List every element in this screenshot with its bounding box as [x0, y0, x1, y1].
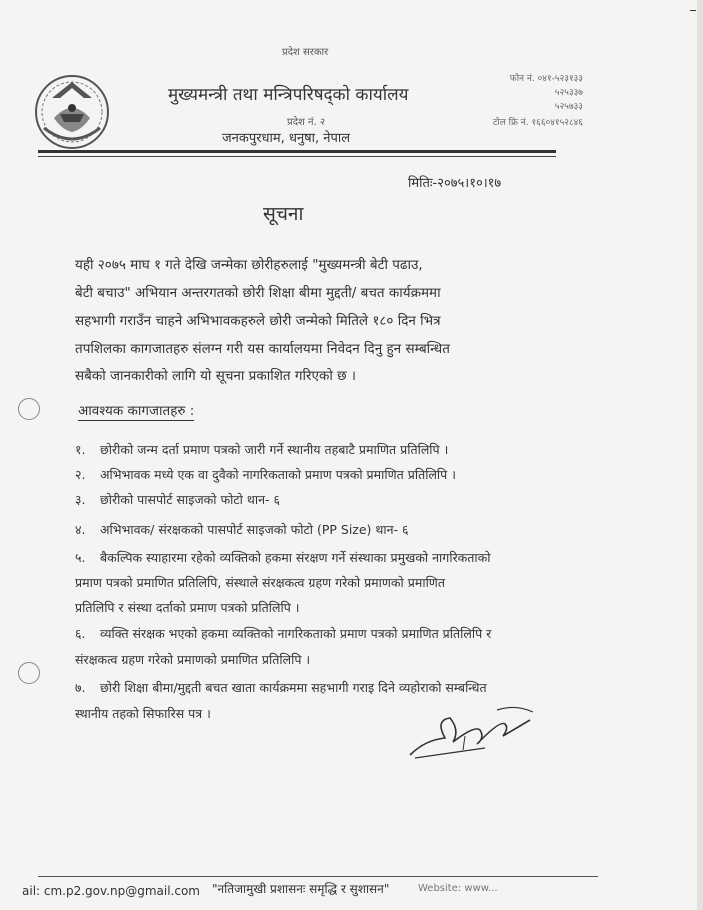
punch-hole [18, 662, 40, 684]
body-line: तपशिलका कागजातहरु संलग्न गरी यस कार्यालयमा निवेदन दिनु हुन सम्बन्धित [75, 341, 450, 357]
contact-line: ५२५३३७ [554, 88, 583, 98]
requirement-number: ७. [75, 680, 86, 695]
contact-line: टोल फ्रि नं. १६६०४१५२८४६ [492, 118, 583, 128]
requirement-text: अभिभावक मध्ये एक वा दुवैको नागरिकताको प्रमाण पत्रको प्रमाणित प्रतिलिपि । [100, 467, 456, 482]
requirement-text: बैकल्पिक स्याहारमा रहेको व्यक्तिको हकमा संरक्षण गर्ने संस्थाका प्रमुखको नागरिकताको [100, 550, 491, 565]
header-rule-thin [38, 156, 556, 157]
requirement-text: स्थानीय तहको सिफारिस पत्र । [75, 706, 211, 721]
requirement-text: संरक्षकत्व ग्रहण गरेको प्रमाणको प्रमाणित प्रतिलिपि । [75, 652, 311, 667]
scan-mark [690, 10, 696, 11]
requirement-text: प्रतिलिपि र संस्था दर्ताको प्रमाण पत्रको प्रतिलिपि । [75, 600, 300, 615]
notice-date: मितिः-२०७५।१०।१७ [408, 176, 502, 191]
signature-icon [405, 700, 540, 760]
requirement-number: २. [75, 467, 86, 482]
requirement-text: छोरीको जन्म दर्ता प्रमाण पत्रको जारी गर्ने स्थानीय तहबाटै प्रमाणित प्रतिलिपि । [100, 442, 449, 457]
requirement-text: व्यक्ति संरक्षक भएको हकमा व्यक्तिको नागरिकताको प्रमाण पत्रको प्रमाणित प्रतिलिपि र [100, 626, 492, 641]
punch-hole [18, 398, 40, 420]
body-line: बेटी बचाउ" अभियान अन्तरगतको छोरी शिक्षा बीमा मुद्दती/ बचत कार्यक्रममा [75, 285, 441, 301]
body-line: यही २०७५ माघ १ गते देखि जन्मेका छोरीहरुलाई "मुख्यमन्त्री बेटी पढाउ, [75, 257, 423, 273]
scan-edge [697, 0, 703, 910]
footer-rule [38, 876, 598, 877]
nepal-emblem-icon [30, 68, 114, 152]
contact-line: फोन नं. ०४१-५२३१३३ [509, 74, 583, 84]
footer-website: Website: www... [418, 883, 498, 894]
contact-line: ५२५७३३ [554, 102, 583, 112]
body-line: सबैको जानकारीको लागि यो सूचना प्रकाशित गरिएको छ । [75, 368, 356, 384]
footer-slogan: "नतिजामुखी प्रशासनः समृद्धि र सुशासन" [212, 882, 390, 896]
province-government-label: प्रदेश सरकार [282, 47, 329, 58]
province-number: प्रदेश नं. २ [287, 117, 326, 128]
requirement-number: १. [75, 442, 86, 457]
requirement-number: ३. [75, 492, 86, 507]
body-line: सहभागी गराउँन चाहने अभिभावकहरुले छोरी जन्मेको मितिले १८० दिन भित्र [75, 313, 441, 329]
notice-title: सूचना [263, 203, 304, 225]
requirement-text: छोरी शिक्षा बीमा/मुद्दती बचत खाता कार्यक्रममा सहभागी गराइ दिने व्यहोराको सम्बन्धित [100, 680, 487, 695]
header-rule [38, 150, 556, 153]
requirement-text: प्रमाण पत्रको प्रमाणित प्रतिलिपि, संस्थाले संरक्षकत्व ग्रहण गरेको प्रमाणको प्रमाणित [75, 575, 445, 590]
requirements-title: आवश्यक कागजातहरु : [78, 403, 195, 419]
requirement-number: ६. [75, 626, 86, 641]
footer-email: ail: cm.p2.gov.np@gmail.com [22, 884, 200, 898]
requirement-number: ५. [75, 550, 86, 565]
office-address: जनकपुरधाम, धनुषा, नेपाल [222, 131, 351, 146]
requirement-text: छोरीको पासपोर्ट साइजको फोटो थान- ६ [100, 492, 281, 507]
requirement-number: ४. [75, 522, 86, 537]
office-title: मुख्यमन्त्री तथा मन्त्रिपरिषद्को कार्यालय [168, 85, 409, 105]
requirement-text: अभिभावक/ संरक्षकको पासपोर्ट साइजको फोटो (PP Size) थान- ६ [100, 522, 409, 537]
